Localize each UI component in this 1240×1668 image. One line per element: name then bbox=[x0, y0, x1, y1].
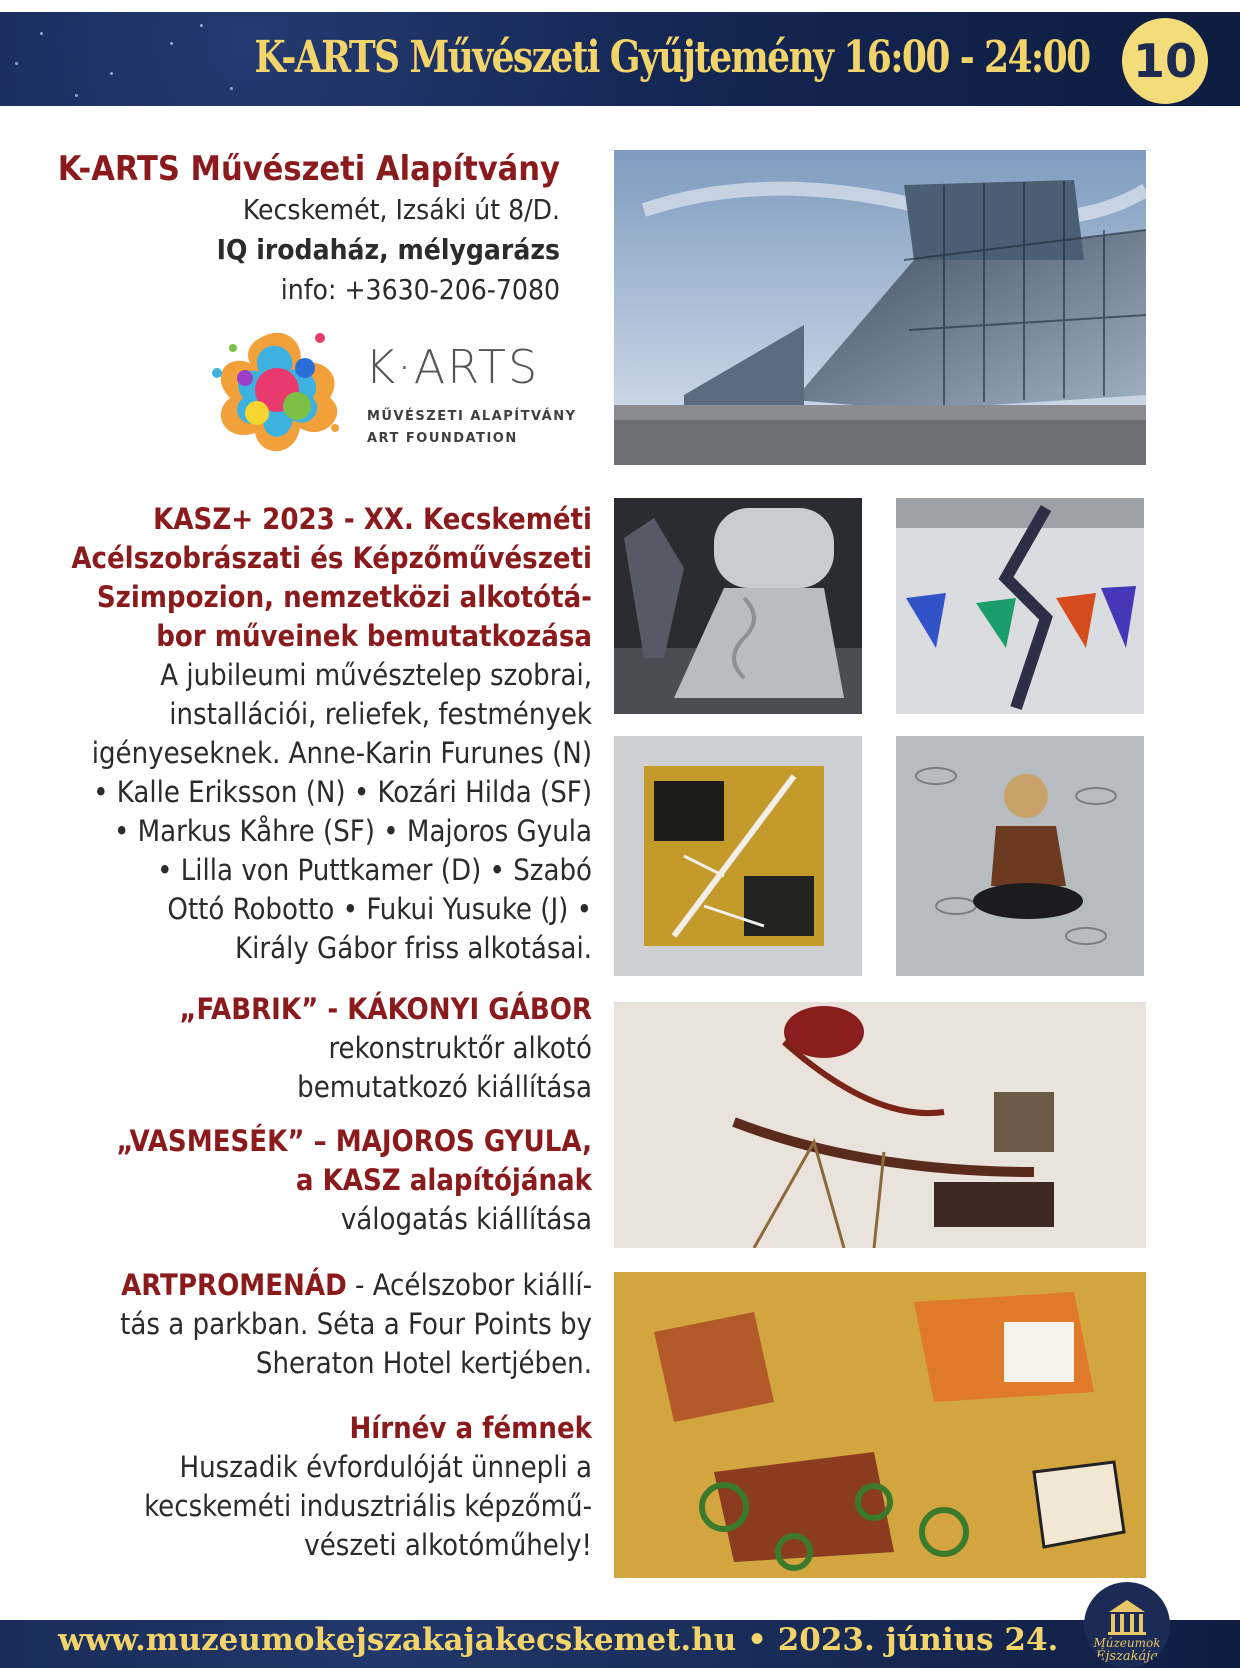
footer-url-date: www.muzeumokejszakajakecskemet.hu • 2023. június 24. bbox=[58, 1622, 1059, 1658]
kasz-body-line: • Kalle Eriksson (N) • Kozári Hilda (SF) bbox=[93, 775, 592, 809]
karts-splash-icon bbox=[205, 318, 355, 468]
fabrik-body-line: rekonstruktőr alkotó bbox=[328, 1031, 592, 1065]
kasz-title-line: Acélszobrászati és Képzőművészeti bbox=[71, 541, 592, 575]
painting-photo-gold bbox=[614, 736, 862, 976]
kasz-body-line: • Lilla von Puttkamer (D) • Szabó bbox=[157, 853, 592, 887]
kasz-body-line: Ottó Robotto • Fukui Yusuke (J) • bbox=[167, 892, 592, 926]
kasz-body-line: Király Gábor friss alkotásai. bbox=[235, 931, 592, 965]
logo-wordmark: K·ARTS bbox=[365, 340, 540, 394]
fabrik-sculpture-photo bbox=[614, 1002, 1146, 1248]
organization-phone: info: +3630-206-7080 bbox=[280, 273, 560, 306]
organization-name: K-ARTS Művészeti Alapítvány bbox=[57, 149, 560, 189]
artpromenad-body-line: tás a parkban. Séta a Four Points by bbox=[120, 1307, 592, 1341]
logo-subtitle-hu: MŰVÉSZETI ALAPÍTVÁNY bbox=[367, 409, 577, 424]
muzeumok-ejszakaja-logo bbox=[1084, 1582, 1170, 1668]
artpromenad-line bbox=[40, 1266, 592, 1305]
hirnev-body-line: kecskeméti indusztriális képzőmű- bbox=[144, 1489, 592, 1523]
sculpture-photo-zigzag bbox=[896, 498, 1144, 714]
relief-artwork-photo bbox=[614, 1272, 1146, 1578]
building-photo bbox=[614, 150, 1146, 465]
logo-subtitle-en: ART FOUNDATION bbox=[367, 431, 518, 446]
kasz-title-line: bor műveinek bemutatkozása bbox=[156, 619, 592, 653]
kasz-body-line: igényeseknek. Anne-Karin Furunes (N) bbox=[91, 736, 592, 770]
footer-logo-line2: Éjszakája bbox=[1095, 1649, 1159, 1664]
kasz-title-line: Szimpozion, nemzetközi alkotótá- bbox=[96, 580, 592, 614]
artpromenad-lead: ARTPROMENÁD bbox=[121, 1268, 347, 1302]
sculpture-photo-scroll bbox=[614, 498, 862, 714]
artpromenad-line1-rest: - Acélszobor kiállí- bbox=[346, 1268, 592, 1302]
artpromenad-body-line: Sheraton Hotel kertjében. bbox=[255, 1346, 592, 1380]
vasmesek-body-line: válogatás kiállítása bbox=[340, 1202, 592, 1236]
hirnev-body-line: vészeti alkotóműhely! bbox=[304, 1528, 592, 1562]
header-banner bbox=[0, 12, 1240, 106]
footer-logo-line1: Múzeumok bbox=[1093, 1636, 1161, 1650]
hirnev-section bbox=[40, 1409, 592, 1565]
organization-venue: IQ irodaház, mélygarázs bbox=[216, 233, 560, 266]
fabrik-body-line: bemutatkozó kiállítása bbox=[297, 1070, 592, 1104]
painting-photo-portrait bbox=[896, 736, 1144, 976]
kasz-section bbox=[40, 500, 592, 968]
kasz-body-line: installációi, reliefek, festmények bbox=[169, 697, 592, 731]
artpromenad-section bbox=[40, 1266, 592, 1383]
fabrik-section bbox=[40, 990, 592, 1107]
organization-address: Kecskemét, Izsáki út 8/D. bbox=[242, 193, 560, 226]
footer-banner bbox=[0, 1620, 1240, 1668]
header-title: K-ARTS Művészeti Gyűjtemény 16:00 - 24:00 bbox=[254, 32, 1090, 83]
organization-info bbox=[40, 148, 560, 310]
page-number-badge: 10 bbox=[1122, 18, 1208, 104]
vasmesek-title-line: a KASZ alapítójának bbox=[295, 1163, 592, 1197]
kasz-title-line: KASZ+ 2023 - XX. Kecskeméti bbox=[153, 502, 592, 536]
hirnev-body-line: Huszadik évfordulóját ünnepli a bbox=[179, 1450, 592, 1484]
vasmesek-section bbox=[40, 1122, 592, 1239]
kasz-body-line: A jubileumi művésztelep szobrai, bbox=[160, 658, 592, 692]
karts-logo bbox=[205, 318, 580, 468]
vasmesek-title-line: „VASMESÉK” – MAJOROS GYULA, bbox=[116, 1124, 592, 1158]
fabrik-title: „FABRIK” - KÁKONYI GÁBOR bbox=[179, 992, 592, 1026]
kasz-body-line: • Markus Kåhre (SF) • Majoros Gyula bbox=[113, 814, 592, 848]
hirnev-title: Hírnév a fémnek bbox=[349, 1411, 592, 1445]
